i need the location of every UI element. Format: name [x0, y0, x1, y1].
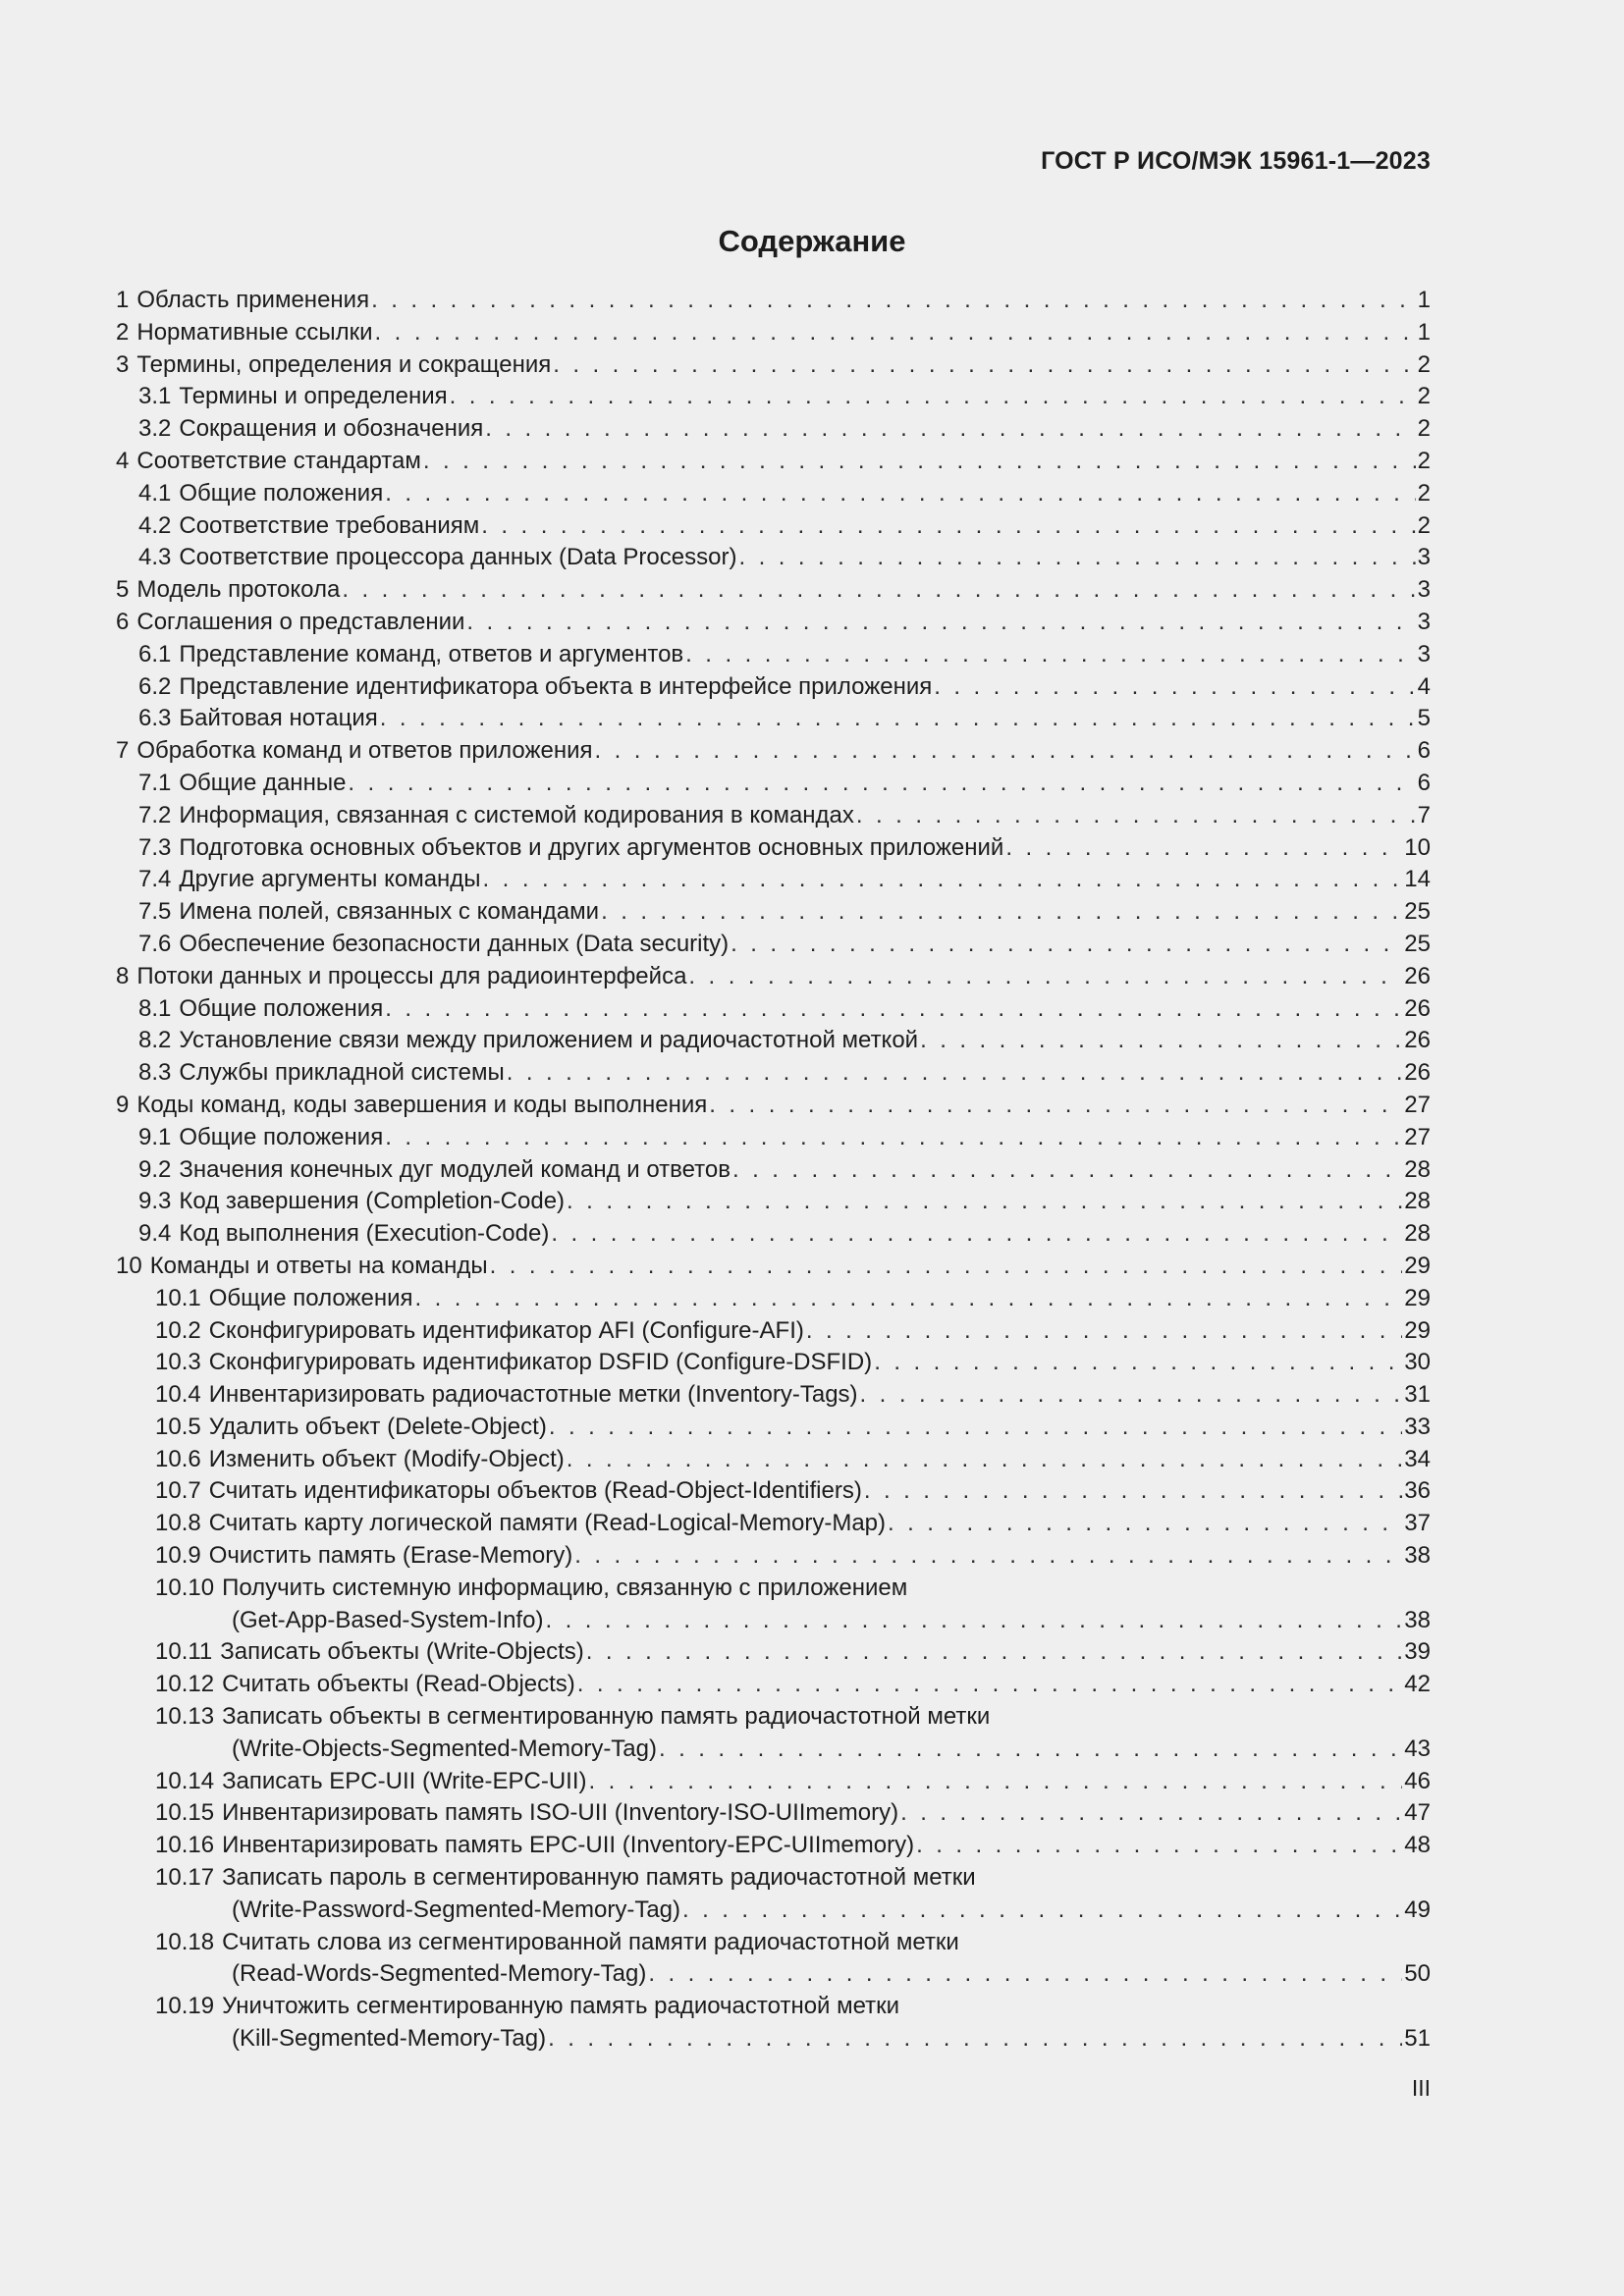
toc-entry[interactable]: [116, 832, 1431, 865]
toc-entry[interactable]: [116, 1025, 1431, 1057]
toc-entry-title: Инвентаризировать память ISO-UII (Inventory-ISO-UIImemory): [222, 1799, 899, 1827]
toc-entry-number: 10.14: [155, 1767, 215, 1794]
toc-entry-title: Код завершения (Completion-Code): [179, 1188, 566, 1215]
dot-leader: [688, 961, 1402, 993]
toc-entry-number: 6.3: [138, 705, 172, 732]
toc-entry-page: 29: [1404, 1252, 1431, 1279]
toc-entry-page: 51: [1404, 2025, 1431, 2053]
dot-leader: [423, 446, 1416, 478]
toc-entry-page: 2: [1417, 479, 1431, 507]
toc-entry[interactable]: [116, 542, 1431, 574]
toc-entry[interactable]: [116, 1958, 1431, 1991]
toc-entry-number: 8.2: [138, 1027, 172, 1054]
toc-entry-title: Байтовая нотация: [179, 705, 378, 732]
dot-leader: [934, 671, 1415, 704]
dot-leader: [385, 993, 1402, 1026]
toc-entry-title: Значения конечных дуг модулей команд и ответов: [179, 1155, 731, 1183]
toc-entry-title: Изменить объект (Modify-Object): [208, 1445, 565, 1472]
dot-leader: [466, 607, 1415, 639]
toc-entry-page: 2: [1417, 447, 1431, 474]
toc-entry-page: 1: [1417, 318, 1431, 346]
toc-entry-title: Модель протокола: [136, 576, 341, 604]
toc-entry[interactable]: [116, 381, 1431, 413]
toc-entry-number: 10.16: [155, 1832, 215, 1859]
toc-entry-page: 4: [1417, 672, 1431, 700]
toc-entry-page: 33: [1404, 1413, 1431, 1440]
toc-entry-number: 10.2: [155, 1316, 201, 1344]
toc-entry-title: Команды и ответы на команды: [149, 1252, 488, 1279]
toc-entry-page: 28: [1404, 1188, 1431, 1215]
toc-entry[interactable]: [116, 993, 1431, 1026]
toc-entry[interactable]: [116, 510, 1431, 543]
toc-entry-number: 7.5: [138, 898, 172, 926]
toc-entry-page: 47: [1404, 1799, 1431, 1827]
toc-entry-title: (Kill-Segmented-Memory-Tag): [232, 2025, 547, 2053]
dot-leader: [806, 1315, 1402, 1348]
dot-leader: [481, 510, 1415, 543]
toc-entry-number: 10.17: [155, 1864, 215, 1892]
toc-entry-title: Соответствие стандартам: [136, 447, 421, 474]
toc-entry-page: 46: [1404, 1767, 1431, 1794]
document-id-header: ГОСТ Р ИСО/МЭК 15961-1—2023: [1041, 147, 1431, 175]
toc-entry-number: 2: [116, 318, 130, 346]
toc-entry-number: 10: [116, 1252, 142, 1279]
toc-entry-page: 14: [1404, 866, 1431, 893]
toc-entry[interactable]: [116, 800, 1431, 832]
toc-entry-number: 10.7: [155, 1477, 201, 1505]
toc-entry-number: 10.10: [155, 1574, 215, 1601]
toc-entry[interactable]: [116, 671, 1431, 704]
toc-entry-title: Записать объекты в сегментированную память радиочастотной метки: [222, 1703, 991, 1731]
toc-entry[interactable]: [116, 1186, 1431, 1218]
toc-entry-page: 31: [1404, 1381, 1431, 1409]
toc-entry-number: 7.6: [138, 930, 172, 957]
toc-entry-number: 4: [116, 447, 130, 474]
toc-entry[interactable]: [116, 1701, 1431, 1734]
toc-entry-number: 4.2: [138, 511, 172, 539]
toc-entry-page: 26: [1404, 994, 1431, 1022]
toc-entry-number: 7.4: [138, 866, 172, 893]
dot-leader: [900, 1797, 1402, 1830]
toc-entry-title: Установление связи между приложением и радиочастотной меткой: [179, 1027, 919, 1054]
page-title: Содержание: [718, 224, 906, 258]
toc-entry-page: 2: [1417, 383, 1431, 410]
toc-entry-title: Считать карту логической памяти (Read-Logical-Memory-Map): [208, 1510, 887, 1537]
dot-leader: [371, 285, 1416, 317]
toc-entry-page: 34: [1404, 1445, 1431, 1472]
toc-entry-number: 3.2: [138, 415, 172, 443]
toc-entry-page: 37: [1404, 1510, 1431, 1537]
toc-entry[interactable]: [116, 1283, 1431, 1315]
toc-entry-title: Считать слова из сегментированной памяти радиочастотной метки: [222, 1928, 959, 1955]
toc-entry[interactable]: [116, 1251, 1431, 1283]
toc-entry[interactable]: [116, 735, 1431, 768]
toc-entry[interactable]: [116, 285, 1431, 317]
toc-entry[interactable]: [116, 1734, 1431, 1766]
toc-entry-title: Термины, определения и сокращения: [136, 350, 552, 378]
toc-entry[interactable]: [116, 1122, 1431, 1154]
toc-entry-page: 42: [1404, 1671, 1431, 1698]
dot-leader: [551, 1218, 1402, 1251]
toc-entry-title: Термины и определения: [179, 383, 448, 410]
toc-entry-title: (Write-Objects-Segmented-Memory-Tag): [232, 1735, 657, 1762]
toc-entry-title: Общие положения: [179, 1123, 384, 1150]
dot-leader: [920, 1025, 1402, 1057]
toc-entry-page: 10: [1404, 833, 1431, 861]
dot-leader: [415, 1283, 1403, 1315]
toc-entry[interactable]: [116, 1927, 1431, 1959]
toc-entry[interactable]: [116, 317, 1431, 349]
toc-entry[interactable]: [116, 1862, 1431, 1895]
dot-leader: [659, 1734, 1402, 1766]
toc-entry-number: 10.1: [155, 1284, 201, 1311]
toc-entry-page: 26: [1404, 1059, 1431, 1087]
toc-entry-page: 29: [1404, 1316, 1431, 1344]
toc-entry-page: 28: [1404, 1220, 1431, 1248]
toc-entry-title: Обработка команд и ответов приложения: [136, 737, 593, 765]
dot-leader: [553, 349, 1415, 382]
toc-entry-number: 10.13: [155, 1703, 215, 1731]
toc-entry-title: Представление идентификатора объекта в интерфейсе приложения: [179, 672, 933, 700]
toc-entry-number: 8: [116, 962, 130, 989]
dot-leader: [450, 381, 1416, 413]
toc-entry-title: Считать идентификаторы объектов (Read-Object-Identifiers): [208, 1477, 862, 1505]
toc-entry-title: Представление команд, ответов и аргументов: [179, 640, 684, 667]
toc-entry[interactable]: [116, 639, 1431, 671]
toc-entry-page: 25: [1404, 930, 1431, 957]
toc-entry-title: Сокращения и обозначения: [179, 415, 484, 443]
dot-leader: [860, 1379, 1403, 1412]
toc-entry[interactable]: [116, 961, 1431, 993]
dot-leader: [1005, 832, 1402, 865]
dot-leader: [595, 735, 1416, 768]
toc-entry-title: (Read-Words-Segmented-Memory-Tag): [232, 1960, 647, 1988]
toc-entry[interactable]: [116, 413, 1431, 446]
toc-entry-title: Соответствие требованиям: [179, 511, 480, 539]
toc-entry-page: 50: [1404, 1960, 1431, 1988]
toc-entry-number: 6: [116, 608, 130, 635]
toc-entry-page: 3: [1417, 576, 1431, 604]
toc-entry-number: 1: [116, 287, 130, 313]
dot-leader: [685, 639, 1415, 671]
toc-entry-number: 10.5: [155, 1413, 201, 1440]
toc-entry[interactable]: [116, 478, 1431, 510]
toc-entry[interactable]: [116, 1766, 1431, 1798]
toc-entry-title: Соответствие процессора данных (Data Processor): [179, 544, 737, 571]
dot-leader: [856, 800, 1416, 832]
dot-leader: [574, 1540, 1402, 1573]
dot-leader: [545, 1605, 1402, 1637]
toc-entry-number: 10.19: [155, 1993, 215, 2020]
toc-entry-page: 49: [1404, 1896, 1431, 1923]
toc-entry-page: 28: [1404, 1155, 1431, 1183]
toc-entry-page: 2: [1417, 350, 1431, 378]
toc-entry[interactable]: [116, 929, 1431, 961]
toc-entry-number: 9.1: [138, 1123, 172, 1150]
toc-entry-number: 7.3: [138, 833, 172, 861]
toc-entry[interactable]: [116, 1154, 1431, 1187]
dot-leader: [548, 2023, 1402, 2056]
toc-entry-number: 10.18: [155, 1928, 215, 1955]
toc-entry-page: 38: [1404, 1606, 1431, 1633]
dot-leader: [601, 896, 1402, 929]
toc-entry[interactable]: [116, 1475, 1431, 1508]
toc-entry-title: Подготовка основных объектов и других аргументов основных приложений: [179, 833, 1004, 861]
toc-entry[interactable]: [116, 1412, 1431, 1444]
dot-leader: [888, 1508, 1402, 1540]
toc-entry-page: 29: [1404, 1284, 1431, 1311]
toc-entry[interactable]: [116, 703, 1431, 735]
dot-leader: [648, 1958, 1402, 1991]
toc-entry-title: Нормативные ссылки: [136, 318, 373, 346]
toc-entry-number: 8.1: [138, 994, 172, 1022]
toc-entry-page: 6: [1417, 737, 1431, 765]
dot-leader: [385, 1122, 1402, 1154]
toc-entry[interactable]: [116, 1540, 1431, 1573]
toc-entry-number: 7.2: [138, 801, 172, 828]
toc-entry-page: 5: [1417, 705, 1431, 732]
dot-leader: [342, 574, 1415, 607]
toc-entry-title: Сконфигурировать идентификатор AFI (Configure-AFI): [208, 1316, 804, 1344]
toc-entry-number: 8.3: [138, 1059, 172, 1087]
dot-leader: [483, 864, 1403, 896]
toc-entry-title: Удалить объект (Delete-Object): [208, 1413, 547, 1440]
dot-leader: [864, 1475, 1402, 1508]
toc-entry-title: Общие данные: [179, 769, 347, 796]
toc-entry-number: 10.9: [155, 1542, 201, 1570]
toc-entry-number: 3.1: [138, 383, 172, 410]
page-number: III: [1411, 2075, 1431, 2101]
toc-entry-number: 6.2: [138, 672, 172, 700]
toc-entry-page: 27: [1404, 1091, 1431, 1118]
toc-entry-title: Очистить память (Erase-Memory): [208, 1542, 573, 1570]
toc-entry[interactable]: [116, 768, 1431, 800]
dot-leader: [732, 1154, 1402, 1187]
dot-leader: [348, 768, 1415, 800]
toc-entry-page: 43: [1404, 1735, 1431, 1762]
dot-leader: [385, 478, 1415, 510]
toc-entry-number: 10.8: [155, 1510, 201, 1537]
dot-leader: [586, 1636, 1403, 1669]
dot-leader: [874, 1347, 1402, 1379]
toc-entry[interactable]: [116, 2023, 1431, 2056]
toc-entry[interactable]: [116, 574, 1431, 607]
toc-entry-page: 39: [1404, 1638, 1431, 1666]
toc-entry-number: 10.3: [155, 1349, 201, 1376]
toc-entry-title: Службы прикладной системы: [179, 1059, 505, 1087]
toc-entry[interactable]: [116, 1444, 1431, 1476]
toc-entry-number: 3: [116, 350, 130, 378]
toc-entry-number: 9.2: [138, 1155, 172, 1183]
toc-entry-page: 3: [1417, 544, 1431, 571]
toc-entry[interactable]: [116, 1991, 1431, 2023]
toc-entry[interactable]: [116, 1605, 1431, 1637]
toc-entry[interactable]: [116, 1379, 1431, 1412]
toc-entry-title: Уничтожить сегментированную память радиочастотной метки: [222, 1993, 900, 2020]
toc-entry-title: Записать объекты (Write-Objects): [220, 1638, 584, 1666]
toc-entry-number: 10.11: [155, 1638, 213, 1666]
toc-entry-page: 25: [1404, 898, 1431, 926]
dot-leader: [709, 1090, 1402, 1122]
toc-entry-number: 10.4: [155, 1381, 201, 1409]
toc-entry[interactable]: [116, 1057, 1431, 1090]
toc-entry-page: 7: [1417, 801, 1431, 828]
toc-entry[interactable]: [116, 349, 1431, 382]
toc-entry-number: 6.1: [138, 640, 172, 667]
toc-entry-page: 36: [1404, 1477, 1431, 1505]
toc-entry-page: 3: [1417, 640, 1431, 667]
toc-entry-number: 10.15: [155, 1799, 215, 1827]
toc-entry[interactable]: [116, 446, 1431, 478]
toc-entry-number: 7: [116, 737, 130, 765]
dot-leader: [738, 542, 1415, 574]
toc-entry-title: Соглашения о представлении: [136, 608, 465, 635]
dot-leader: [567, 1186, 1402, 1218]
toc-entry-title: Инвентаризировать память EPC-UII (Inventory-EPC-UIImemory): [222, 1832, 915, 1859]
dot-leader: [916, 1830, 1402, 1862]
toc-entry-title: Получить системную информацию, связанную с приложением: [222, 1574, 908, 1601]
toc-entry[interactable]: [116, 1218, 1431, 1251]
toc-entry-page: 6: [1417, 769, 1431, 796]
toc-entry-title: (Get-App-Based-System-Info): [232, 1606, 544, 1633]
toc-entry-title: Информация, связанная с системой кодирования в командах: [179, 801, 854, 828]
toc-entry-title: Другие аргументы команды: [179, 866, 481, 893]
toc-entry-number: 9.3: [138, 1188, 172, 1215]
toc-entry-title: Общие положения: [179, 994, 384, 1022]
toc-entry[interactable]: [116, 864, 1431, 896]
dot-leader: [507, 1057, 1403, 1090]
toc-entry[interactable]: [116, 1315, 1431, 1348]
toc-entry-title: Потоки данных и процессы для радиоинтерфейса: [136, 962, 687, 989]
toc-entry-page: 1: [1417, 287, 1431, 313]
toc-entry-title: Считать объекты (Read-Objects): [222, 1671, 575, 1698]
toc-entry[interactable]: [116, 1669, 1431, 1701]
toc-entry[interactable]: [116, 1573, 1431, 1605]
toc-entry-page: 27: [1404, 1123, 1431, 1150]
toc-entry-page: 26: [1404, 962, 1431, 989]
toc-entry-title: Общие положения: [179, 479, 384, 507]
toc-entry-page: 26: [1404, 1027, 1431, 1054]
dot-leader: [490, 1251, 1403, 1283]
toc-entry[interactable]: [116, 1797, 1431, 1830]
toc-entry-page: 2: [1417, 511, 1431, 539]
dot-leader: [682, 1895, 1402, 1927]
toc-entry-number: 5: [116, 576, 130, 604]
toc-entry[interactable]: [116, 1636, 1431, 1669]
toc-entry-page: 30: [1404, 1349, 1431, 1376]
toc-entry-number: 4.1: [138, 479, 172, 507]
toc-entry-number: 7.1: [138, 769, 172, 796]
dot-leader: [375, 317, 1416, 349]
toc-entry-page: 38: [1404, 1542, 1431, 1570]
toc-entry[interactable]: [116, 1830, 1431, 1862]
toc-entry-title: Инвентаризировать радиочастотные метки (Inventory-Tags): [208, 1381, 858, 1409]
toc-entry-number: 9.4: [138, 1220, 172, 1248]
table-of-contents: [116, 285, 1431, 2056]
toc-entry-number: 4.3: [138, 544, 172, 571]
toc-entry-title: Имена полей, связанных с командами: [179, 898, 600, 926]
toc-entry-number: 10.12: [155, 1671, 215, 1698]
toc-entry-title: Коды команд, коды завершения и коды выполнения: [136, 1091, 708, 1118]
toc-entry[interactable]: [116, 1508, 1431, 1540]
toc-entry-title: Область применения: [136, 287, 370, 313]
toc-entry-title: Обеспечение безопасности данных (Data security): [179, 930, 730, 957]
toc-entry-title: (Write-Password-Segmented-Memory-Tag): [232, 1896, 681, 1923]
toc-entry-title: Сконфигурировать идентификатор DSFID (Configure-DSFID): [208, 1349, 873, 1376]
toc-entry[interactable]: [116, 1090, 1431, 1122]
dot-leader: [485, 413, 1415, 446]
toc-entry-number: 9: [116, 1091, 130, 1118]
toc-entry[interactable]: [116, 1347, 1431, 1379]
dot-leader: [567, 1444, 1403, 1476]
toc-entry-page: 48: [1404, 1832, 1431, 1859]
toc-entry-page: 3: [1417, 608, 1431, 635]
toc-entry[interactable]: [116, 1895, 1431, 1927]
toc-entry-number: 10.6: [155, 1445, 201, 1472]
toc-entry-page: 2: [1417, 415, 1431, 443]
dot-leader: [380, 703, 1416, 735]
toc-entry-title: Записать пароль в сегментированную память радиочастотной метки: [222, 1864, 976, 1892]
toc-entry-title: Код выполнения (Execution-Code): [179, 1220, 550, 1248]
toc-entry-title: Общие положения: [208, 1284, 413, 1311]
dot-leader: [577, 1669, 1403, 1701]
toc-entry[interactable]: [116, 896, 1431, 929]
dot-leader: [731, 929, 1402, 961]
toc-entry-title: Записать EPC-UII (Write-EPC-UII): [222, 1767, 587, 1794]
dot-leader: [589, 1766, 1403, 1798]
dot-leader: [549, 1412, 1402, 1444]
toc-entry[interactable]: [116, 607, 1431, 639]
